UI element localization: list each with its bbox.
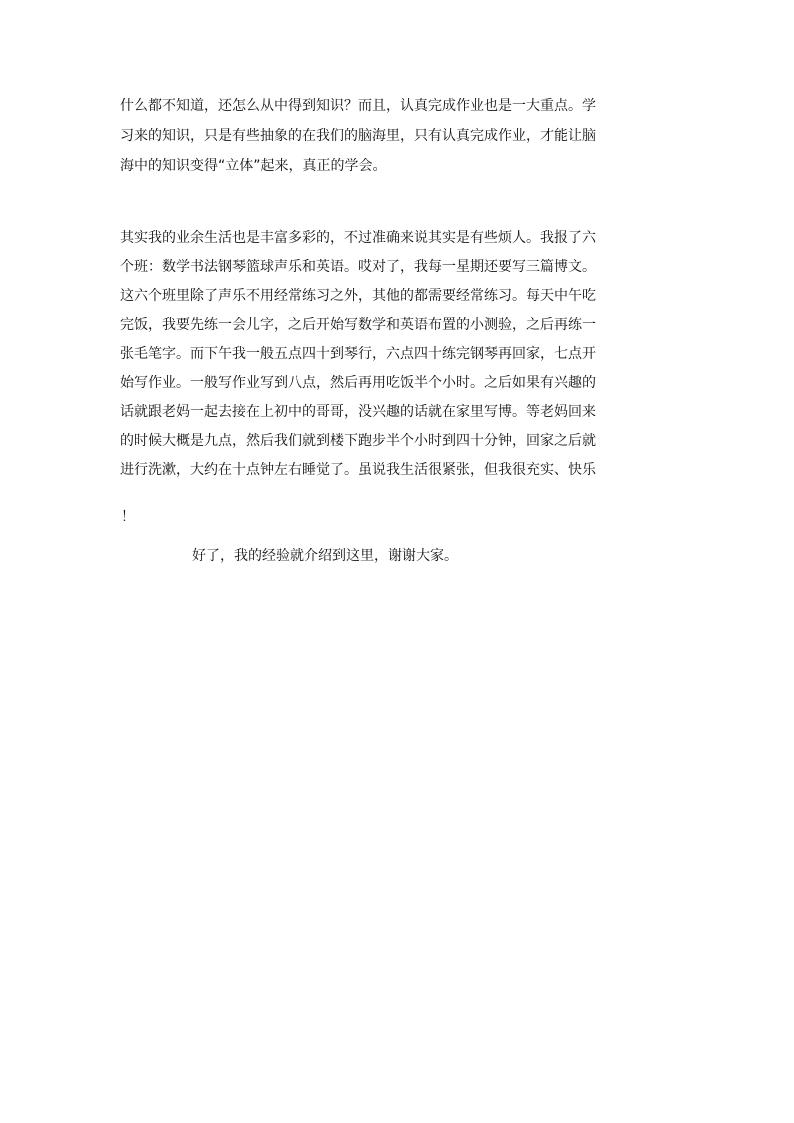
closing-paragraph: 好了，我的经验就介绍到这里，谢谢大家。 [192,548,458,564]
text-line: ！ [121,509,135,525]
text-line: 话就跟老妈一起去接在上初中的哥哥，没兴趣的话就在家里写博。等老妈回来 [120,404,596,420]
text-line: 其实我的业余生活也是丰富多彩的，不过准确来说其实是有些烦人。我报了六 [120,230,596,246]
text-line: 什么都不知道，还怎么从中得到知识？而且，认真完成作业也是一大重点。学 [120,98,596,114]
text-line: 进行洗漱，大约在十点钟左右睡觉了。虽说我生活很紧张，但我很充实、快乐 [120,462,596,478]
text-line: 个班：数学书法钢琴篮球声乐和英语。哎对了，我每一星期还要写三篇博文。 [120,259,596,275]
text-line: 这六个班里除了声乐不用经常练习之外，其他的都需要经常练习。每天中午吃 [120,288,596,304]
text-line: 海中的知识变得“立体”起来，真正的学会。 [120,158,387,174]
text-line: 始写作业。一般写作业写到八点，然后再用吃饭半个小时。之后如果有兴趣的 [120,375,596,391]
text-line: 完饭，我要先练一会儿字，之后开始写数学和英语布置的小测验，之后再练一 [120,317,596,333]
text-line: 张毛笔字。而下午我一般五点四十到琴行，六点四十练完钢琴再回家，七点开 [120,346,596,362]
text-line: 习来的知识，只是有些抽象的在我们的脑海里，只有认真完成作业，才能让脑 [120,128,596,144]
text-line: 的时候大概是九点，然后我们就到楼下跑步半个小时到四十分钟，回家之后就 [120,433,596,449]
